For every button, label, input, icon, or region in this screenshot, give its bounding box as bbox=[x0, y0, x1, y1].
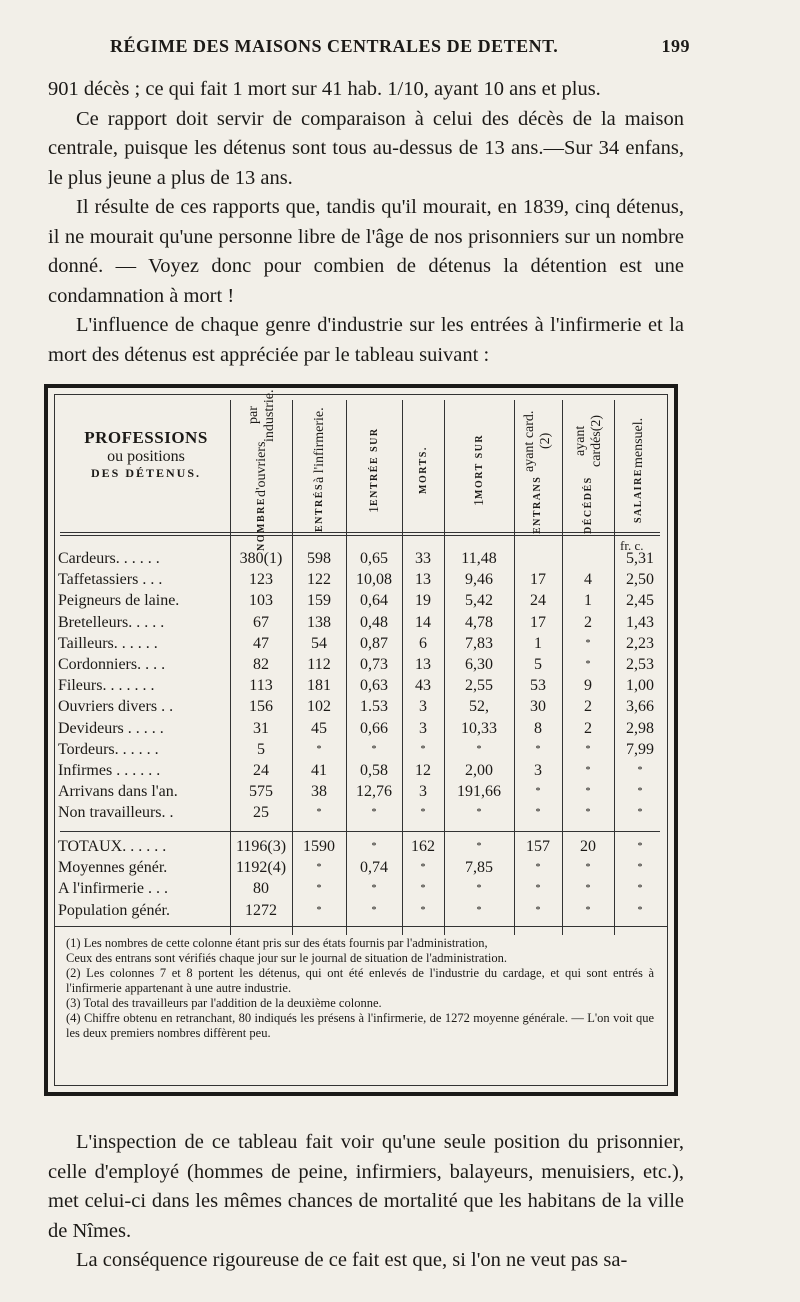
table-footnotes bbox=[66, 936, 654, 1041]
rows-row bbox=[58, 548, 668, 570]
cell-decedes: * bbox=[585, 743, 591, 755]
cell-morts: 162 bbox=[411, 838, 435, 855]
cell-ouvriers: 82 bbox=[253, 656, 269, 673]
cell-entrans: * bbox=[535, 883, 541, 895]
cell-profession: Arrivans dans l'an. bbox=[58, 783, 178, 801]
cell-morts: 13 bbox=[415, 571, 431, 589]
cell-ouvriers: 47 bbox=[253, 634, 269, 652]
cell-salaire: * bbox=[637, 765, 643, 776]
cell-entres: 102 bbox=[307, 698, 331, 716]
totals-row bbox=[58, 836, 668, 858]
header-entres bbox=[298, 406, 342, 534]
cell-entrans: 24 bbox=[530, 592, 546, 610]
totals-row bbox=[58, 878, 668, 900]
cell-entres: 181 bbox=[307, 677, 331, 695]
cell-entres: 122 bbox=[307, 571, 331, 589]
cell-salaire: 1,43 bbox=[626, 613, 654, 631]
cell-entrans: * bbox=[535, 743, 541, 755]
cell-salaire: * bbox=[637, 862, 643, 874]
cell-morts: 3 bbox=[419, 698, 427, 716]
header-line: 1 bbox=[472, 499, 487, 507]
cell-entres: * bbox=[316, 883, 322, 895]
cell-morts: * bbox=[420, 883, 426, 895]
cell-salaire: 2,50 bbox=[626, 571, 654, 589]
cell-entree-sur: 0,58 bbox=[360, 762, 388, 779]
cell-profession: Infirmes . . . . . . bbox=[58, 762, 161, 779]
cell-mort-sur: 7,83 bbox=[465, 634, 493, 652]
cell-ouvriers: 1196(3) bbox=[235, 838, 287, 855]
header-line: d'ouvriers bbox=[254, 441, 269, 497]
cell-entree-sur: 0,64 bbox=[360, 592, 388, 610]
cell-ouvriers: 1192(4) bbox=[235, 859, 287, 877]
cell-entrans: * bbox=[535, 862, 541, 874]
cell-decedes: * bbox=[585, 786, 591, 798]
header-decedes bbox=[568, 406, 610, 534]
running-header bbox=[110, 36, 690, 57]
cell-entres: 598 bbox=[307, 550, 331, 567]
cell-morts: 3 bbox=[419, 783, 427, 801]
cell-mort-sur: 9,46 bbox=[465, 571, 493, 589]
cell-profession: TOTAUX. . . . . . bbox=[58, 838, 167, 855]
cell-entrans: 5 bbox=[534, 656, 542, 673]
cell-mort-sur: * bbox=[476, 883, 482, 895]
cell-mort-sur: 4,78 bbox=[465, 613, 493, 631]
cell-salaire: 3,66 bbox=[626, 698, 654, 716]
cell-profession: Moyennes génér. bbox=[58, 859, 168, 877]
cell-entres: 41 bbox=[311, 762, 327, 779]
rows-row bbox=[58, 760, 668, 782]
cell-mort-sur: * bbox=[476, 743, 482, 755]
cell-mort-sur: 7,85 bbox=[465, 859, 493, 877]
cell-entree-sur: 0,65 bbox=[360, 550, 388, 567]
cell-ouvriers: 80 bbox=[253, 880, 269, 898]
header-line: ENTRANS bbox=[532, 475, 543, 534]
cell-entree-sur: 0,73 bbox=[360, 656, 388, 673]
cell-ouvriers: 380(1) bbox=[239, 550, 283, 567]
cell-decedes: 2 bbox=[584, 613, 592, 631]
rows-row bbox=[58, 739, 668, 761]
cell-profession: Cardeurs. . . . . . bbox=[58, 550, 160, 567]
footnote: (4) Chiffre obtenu en retranchant, 80 indiqués les présens à l'infirmerie, de 1272 moyenne générale. — L'on voit que les deux premiers nombres diffèrent peu. bbox=[66, 1011, 654, 1040]
cell-ouvriers: 123 bbox=[249, 571, 273, 589]
cell-salaire: 2,53 bbox=[626, 656, 654, 673]
header-line: ayant cardés(2) bbox=[573, 415, 604, 468]
cell-salaire: 2,98 bbox=[626, 719, 654, 737]
cell-entrans: 30 bbox=[530, 698, 546, 716]
cell-ouvriers: 25 bbox=[253, 804, 269, 822]
header-line: 1 bbox=[367, 505, 382, 513]
cell-mort-sur: 10,33 bbox=[461, 719, 497, 737]
header-entrans bbox=[518, 406, 558, 534]
cell-profession: Devideurs . . . . . bbox=[58, 719, 164, 737]
rows-row bbox=[58, 654, 668, 676]
cell-morts: 13 bbox=[415, 656, 431, 673]
cell-decedes: * bbox=[585, 883, 591, 895]
cell-morts: 6 bbox=[419, 634, 427, 652]
cell-mort-sur: 2,00 bbox=[465, 762, 493, 779]
cell-profession: Cordonniers. . . . bbox=[58, 656, 166, 673]
header-line: MORTS. bbox=[418, 446, 429, 494]
cell-mort-sur: * bbox=[476, 904, 482, 916]
cell-entrans: 53 bbox=[530, 677, 546, 695]
cell-entree-sur: 0,66 bbox=[360, 719, 388, 737]
cell-salaire: * bbox=[637, 807, 643, 819]
rows-row bbox=[58, 633, 668, 655]
cell-profession: Bretelleurs. . . . . bbox=[58, 613, 165, 631]
cell-salaire: 1,00 bbox=[626, 677, 654, 695]
cell-entrans: * bbox=[535, 786, 541, 798]
cell-decedes: * bbox=[585, 904, 591, 916]
cell-profession: Tailleurs. . . . . . bbox=[58, 634, 158, 652]
cell-entree-sur: 0,74 bbox=[360, 859, 388, 877]
cell-entree-sur: 12,76 bbox=[356, 783, 392, 801]
cell-mort-sur: 5,42 bbox=[465, 592, 493, 610]
cell-decedes: * bbox=[585, 637, 591, 649]
cell-decedes: 9 bbox=[584, 677, 592, 695]
cell-entree-sur: 0,63 bbox=[360, 677, 388, 695]
cell-profession: Fileurs. . . . . . . bbox=[58, 677, 155, 695]
cell-morts: 19 bbox=[415, 592, 431, 610]
header-line: ENTRÉS bbox=[314, 483, 325, 533]
intro-text bbox=[48, 75, 684, 370]
header-rule bbox=[60, 535, 660, 536]
cell-morts: 12 bbox=[415, 762, 431, 779]
cell-entrans: 17 bbox=[530, 571, 546, 589]
cell-entres: 112 bbox=[307, 656, 331, 673]
header-mort-sur bbox=[460, 406, 500, 534]
professions-header-line: ou positions bbox=[107, 448, 185, 465]
totals-rule bbox=[60, 831, 660, 832]
professions-header-line: DES DÉTENUS. bbox=[90, 466, 202, 480]
cell-morts: * bbox=[420, 807, 426, 819]
header-line: ENTRÉE SUR bbox=[369, 427, 380, 506]
totals-row bbox=[58, 900, 668, 922]
cell-decedes: 2 bbox=[584, 698, 592, 716]
cell-entres: 45 bbox=[311, 719, 327, 737]
cell-entree-sur: * bbox=[371, 841, 377, 852]
header-title: RÉGIME DES MAISONS CENTRALES DE DETENT. bbox=[110, 36, 559, 56]
cell-decedes: 2 bbox=[584, 719, 592, 737]
cell-salaire: 5,31 bbox=[626, 550, 654, 567]
cell-profession: Non travailleurs. . bbox=[58, 804, 174, 822]
header-line: DÉCÉDÉS bbox=[583, 476, 594, 534]
cell-morts: * bbox=[420, 743, 426, 755]
cell-mort-sur: 191,66 bbox=[457, 783, 501, 801]
cell-entres: * bbox=[316, 807, 322, 819]
cell-mort-sur: 6,30 bbox=[465, 656, 493, 673]
cell-entrans: * bbox=[535, 807, 541, 819]
paragraph: La conséquence rigoureuse de ce fait est que, si l'on ne veut pas sa- bbox=[76, 1249, 628, 1271]
salary-unit: fr. c. bbox=[620, 538, 644, 553]
cell-mort-sur: * bbox=[476, 841, 482, 852]
cell-profession: Taffetassiers . . . bbox=[58, 571, 163, 589]
page-number: 199 bbox=[661, 36, 690, 56]
statistics-table bbox=[44, 384, 678, 1096]
cell-ouvriers: 575 bbox=[249, 783, 273, 801]
cell-entres: 1590 bbox=[303, 838, 335, 855]
paragraph: Il résulte de ces rapports que, tandis qu'il mourait, en 1839, cinq détenus, il ne mourait qu'une personne libre de l'âge de nos prisonniers sur un nombre donné. — Voyez donc pour combien de détenus la détention est une condamnation à mort ! bbox=[48, 196, 684, 307]
rows-row bbox=[58, 590, 668, 612]
cell-entrans: 1 bbox=[534, 634, 542, 652]
cell-entrans: * bbox=[535, 904, 541, 916]
cell-entree-sur: 0,48 bbox=[360, 613, 388, 631]
cell-entres: 38 bbox=[311, 783, 327, 801]
cell-morts: 43 bbox=[415, 677, 431, 695]
cell-entree-sur: * bbox=[371, 743, 377, 755]
cell-profession: A l'infirmerie . . . bbox=[58, 880, 168, 898]
cell-mort-sur: 2,55 bbox=[465, 677, 493, 695]
rows-row bbox=[58, 612, 668, 634]
header-line: mensuel. bbox=[631, 417, 646, 468]
cell-decedes: 1 bbox=[584, 592, 592, 610]
footnote: (2) Les colonnes 7 et 8 portent les détenus, qui ont été enlevés de l'industrie du cardage, et qui sont entrés à l'infirmerie appartenant à une autre industrie. bbox=[66, 966, 654, 995]
footnote: Ceux des entrans sont vérifiés chaque jour sur le journal de situation de l'administration. bbox=[66, 951, 508, 965]
cell-entrans: 3 bbox=[534, 762, 542, 779]
cell-salaire: 7,99 bbox=[626, 740, 654, 758]
cell-decedes: 20 bbox=[580, 838, 596, 855]
cell-mort-sur: * bbox=[476, 807, 482, 819]
closing-text bbox=[48, 1128, 684, 1276]
cell-entree-sur: * bbox=[371, 904, 377, 916]
cell-salaire: * bbox=[637, 883, 643, 895]
cell-entrans: 8 bbox=[534, 719, 542, 737]
cell-mort-sur: 11,48 bbox=[461, 550, 497, 567]
notes-rule bbox=[54, 926, 668, 927]
cell-ouvriers: 103 bbox=[249, 592, 273, 610]
cell-decedes: * bbox=[585, 765, 591, 776]
cell-profession: Peigneurs de laine. bbox=[58, 592, 180, 610]
cell-profession: Population génér. bbox=[58, 901, 170, 919]
header-line: ayant card. (2) bbox=[522, 410, 553, 472]
footnote: (3) Total des travailleurs par l'addition de la deuxième colonne. bbox=[66, 996, 382, 1010]
cell-morts: 14 bbox=[415, 613, 431, 631]
cell-entrans: 157 bbox=[526, 838, 550, 855]
cell-morts: * bbox=[420, 862, 426, 874]
rows-row bbox=[58, 781, 668, 803]
cell-decedes: * bbox=[585, 807, 591, 819]
rows-row bbox=[58, 569, 668, 591]
cell-entrans: 17 bbox=[530, 613, 546, 631]
rows-row bbox=[58, 675, 668, 697]
cell-mort-sur: 52, bbox=[469, 698, 489, 716]
cell-ouvriers: 156 bbox=[249, 698, 273, 716]
professions-header-line: PROFESSIONS bbox=[84, 428, 208, 447]
cell-ouvriers: 5 bbox=[257, 740, 265, 758]
cell-morts: 3 bbox=[419, 719, 427, 737]
cell-profession: Ouvriers divers . . bbox=[58, 698, 174, 716]
cell-salaire: * bbox=[637, 904, 643, 916]
cell-entres: * bbox=[316, 743, 322, 755]
footnote: (1) Les nombres de cette colonne étant pris sur des états fournis par l'administration, bbox=[66, 936, 488, 950]
cell-morts: * bbox=[420, 904, 426, 916]
paragraph: 901 décès ; ce qui fait 1 mort sur 41 hab. 1/10, ayant 10 ans et plus. bbox=[48, 78, 601, 100]
cell-ouvriers: 67 bbox=[253, 613, 269, 631]
cell-entree-sur: 10,08 bbox=[356, 571, 392, 589]
rows-row bbox=[58, 696, 668, 718]
cell-salaire: * bbox=[637, 786, 643, 798]
cell-ouvriers: 1272 bbox=[245, 901, 277, 919]
header-salaire bbox=[618, 406, 660, 534]
rows-row bbox=[58, 802, 668, 824]
cell-entree-sur: 1.53 bbox=[360, 698, 388, 716]
header-entree-sur bbox=[352, 406, 398, 534]
cell-entree-sur: 0,87 bbox=[360, 634, 388, 652]
cell-decedes: 4 bbox=[584, 571, 592, 589]
cell-ouvriers: 24 bbox=[253, 762, 269, 779]
professions-header bbox=[66, 428, 226, 481]
cell-entres: 138 bbox=[307, 613, 331, 631]
cell-profession: Tordeurs. . . . . . bbox=[58, 740, 159, 758]
cell-entres: * bbox=[316, 862, 322, 874]
header-line: par industrie. bbox=[246, 389, 277, 442]
cell-salaire: 2,23 bbox=[626, 634, 654, 652]
cell-salaire: * bbox=[637, 841, 643, 852]
cell-morts: 33 bbox=[415, 550, 431, 567]
paragraph: L'inspection de ce tableau fait voir qu'une seule position du prisonnier, celle d'employé (hommes de peine, infirmiers, balayeurs, menuisiers, etc.), met celui-ci dans les mêmes chances de mortalité que les habitans de la ville de Nîmes. bbox=[48, 1131, 684, 1242]
cell-entres: 54 bbox=[311, 634, 327, 652]
paragraph: L'influence de chaque genre d'industrie sur les entrées à l'infirmerie et la mort des détenus est appréciée par le tableau suivant : bbox=[48, 314, 684, 366]
totals-row bbox=[58, 857, 668, 879]
header-line: SALAIRE bbox=[633, 467, 644, 523]
cell-decedes: * bbox=[585, 659, 591, 670]
cell-entree-sur: * bbox=[371, 807, 377, 819]
cell-ouvriers: 31 bbox=[253, 719, 269, 737]
cell-entres: 159 bbox=[307, 592, 331, 610]
cell-salaire: 2,45 bbox=[626, 592, 654, 610]
paragraph: Ce rapport doit servir de comparaison à celui des décès de la maison centrale, puisque les détenus sont tous au-dessus de 13 ans.—Sur 34 enfans, le plus jeune a plus de 13 ans. bbox=[48, 107, 684, 189]
cell-entres: * bbox=[316, 904, 322, 916]
header-line: à l'infirmerie. bbox=[312, 407, 327, 484]
header-morts bbox=[408, 406, 440, 534]
cell-decedes: * bbox=[585, 862, 591, 874]
cell-entree-sur: * bbox=[371, 883, 377, 895]
header-nombre bbox=[236, 389, 288, 551]
cell-ouvriers: 113 bbox=[249, 677, 273, 695]
header-line: NOMBRE bbox=[256, 496, 267, 551]
rows-row bbox=[58, 718, 668, 740]
header-line: MORT SUR bbox=[474, 433, 485, 500]
